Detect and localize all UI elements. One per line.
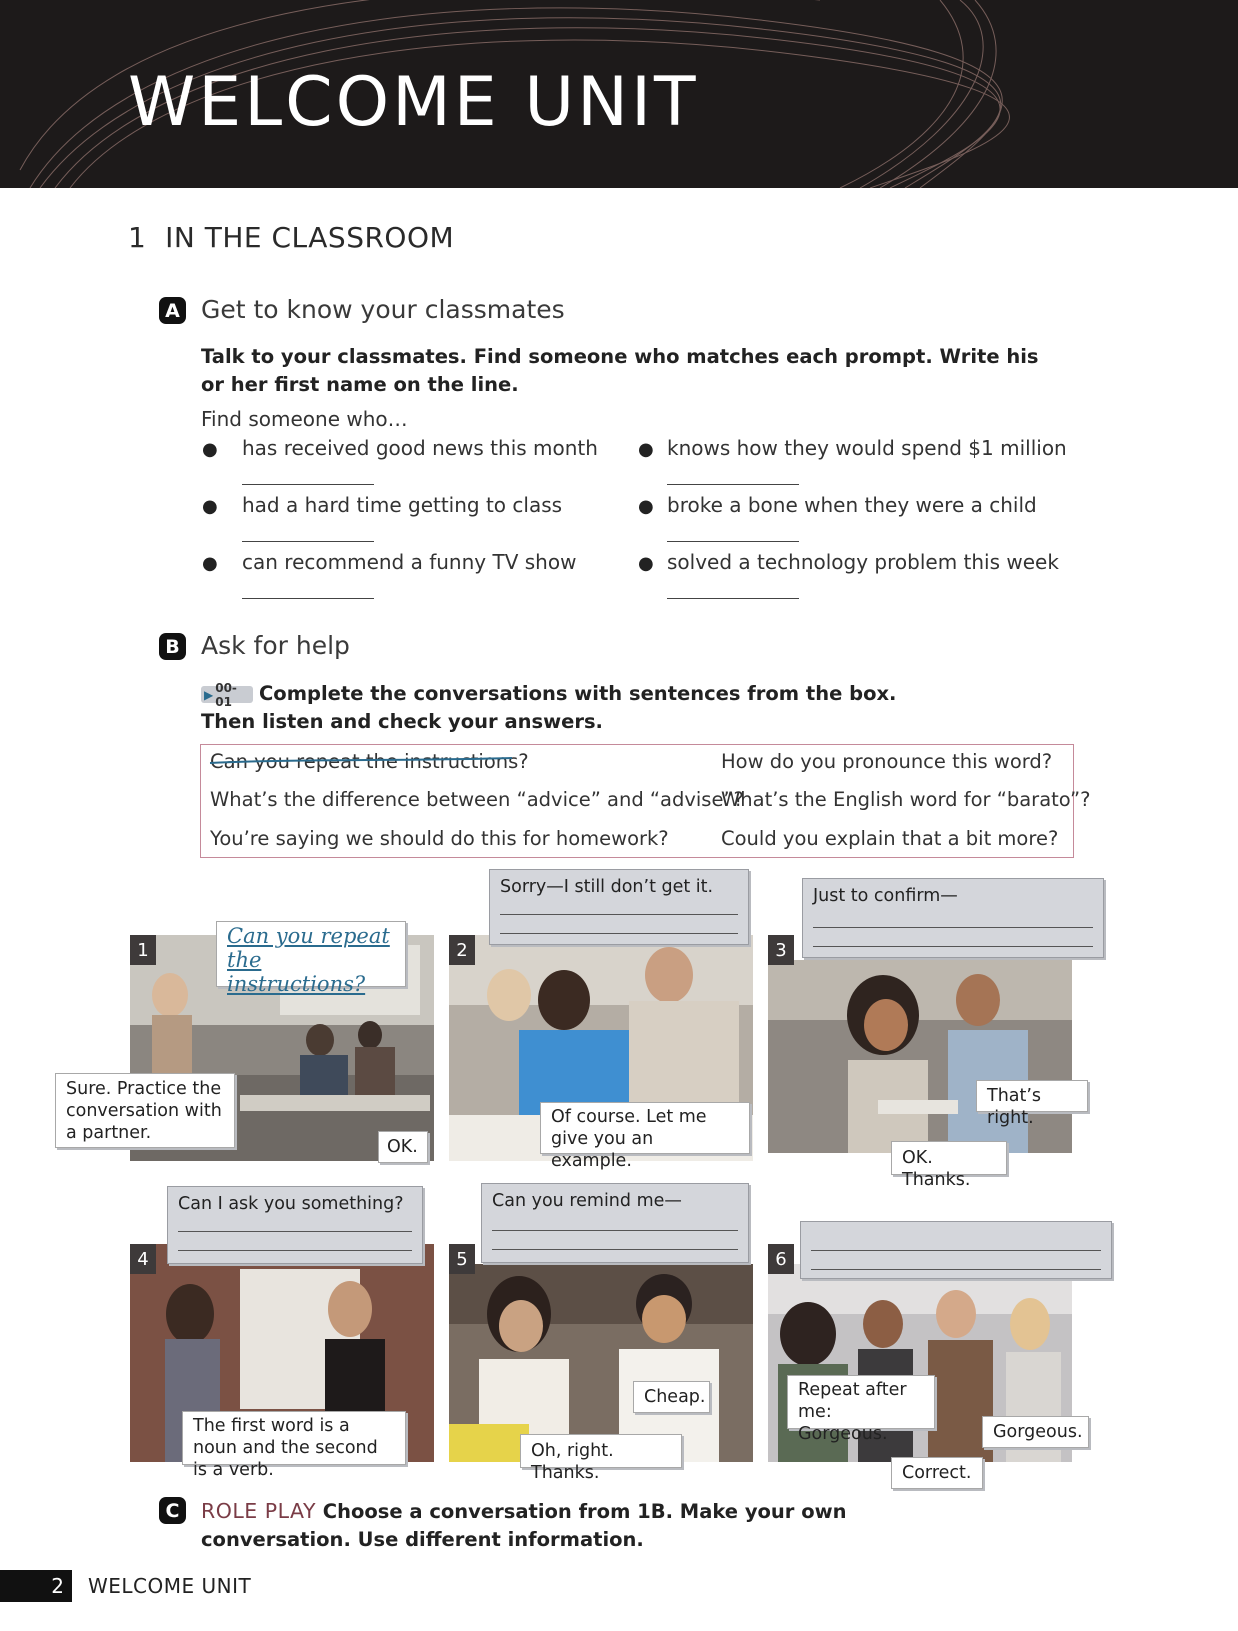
section-title: 1 IN THE CLASSROOM <box>128 221 455 254</box>
strikethrough-mark <box>208 757 514 765</box>
bullet: ● <box>638 553 654 574</box>
prompt-item: can recommend a funny TV show <box>242 550 577 574</box>
part-a-title: Get to know your classmates <box>201 295 565 324</box>
answer-line[interactable] <box>813 927 1093 928</box>
speech-bubble-handwritten <box>216 921 406 996</box>
answer-line[interactable] <box>811 1269 1101 1270</box>
scene-number: 4 <box>130 1244 156 1274</box>
speech-bubble: Repeat after me: Gorgeous. <box>787 1375 935 1429</box>
speech-bubble: Of course. Let me give you an example. <box>540 1102 750 1154</box>
scene-number: 5 <box>449 1244 475 1274</box>
handwritten-answer: Can you repeat the instructions? <box>227 924 390 996</box>
part-c-badge: C <box>159 1497 186 1524</box>
bubble-prompt: Just to confirm— <box>813 886 958 906</box>
page-number: 2 <box>0 1570 72 1602</box>
answer-line[interactable] <box>813 946 1093 947</box>
role-play-label: ROLE PLAY <box>201 1499 316 1523</box>
speech-bubble: OK. Thanks. <box>891 1141 1007 1175</box>
box-sentence: Can you repeat the instructions? <box>210 750 529 773</box>
answer-line[interactable] <box>667 484 799 485</box>
speech-bubble: Cheap. <box>633 1381 710 1413</box>
answer-line[interactable] <box>667 541 799 542</box>
answer-line[interactable] <box>500 914 738 915</box>
speech-bubble-with-blanks <box>481 1183 749 1263</box>
answer-line[interactable] <box>242 484 374 485</box>
footer-title: WELCOME UNIT <box>88 1574 252 1598</box>
speech-bubble: Gorgeous. <box>982 1416 1089 1448</box>
speech-bubble-with-blanks <box>802 878 1104 958</box>
box-sentence: How do you pronounce this word? <box>721 750 1053 773</box>
part-a-instruction: Talk to your classmates. Find someone who matches each prompt. Write his or her first name on the line. <box>201 345 1039 396</box>
prompt-item: solved a technology problem this week <box>667 550 1059 574</box>
speech-bubble-blank-lines <box>800 1221 1112 1279</box>
scene-number: 2 <box>449 935 475 965</box>
answer-line[interactable] <box>178 1250 412 1251</box>
speech-bubble-with-blanks <box>489 869 749 945</box>
answer-line[interactable] <box>492 1249 738 1250</box>
header-banner <box>0 0 1238 188</box>
unit-title: WELCOME UNIT <box>128 63 699 142</box>
audio-track-number: 00-01 <box>215 680 237 709</box>
answer-line[interactable] <box>242 541 374 542</box>
play-icon: ▶ <box>204 687 214 702</box>
bubble-prompt: Can I ask you something? <box>178 1194 404 1214</box>
part-b-title: Ask for help <box>201 631 350 660</box>
part-b-badge: B <box>159 633 186 660</box>
bullet: ● <box>202 439 218 460</box>
bullet: ● <box>202 496 218 517</box>
prompt-item: had a hard time getting to class <box>242 493 563 517</box>
prompt-item: broke a bone when they were a child <box>667 493 1037 517</box>
speech-bubble: Oh, right. Thanks. <box>520 1434 682 1468</box>
scene-number: 6 <box>768 1244 794 1274</box>
part-c-text: Choose a conversation from 1B. Make your own conversation. Use different information. <box>201 1500 847 1551</box>
speech-bubble: That’s right. <box>976 1080 1088 1112</box>
answer-line[interactable] <box>667 598 799 599</box>
speech-bubble-with-blanks <box>167 1186 423 1264</box>
answer-line[interactable] <box>178 1231 412 1232</box>
photo-study-partners <box>449 1264 753 1462</box>
part-b-instruction: Complete the conversations with sentences from the box. Then listen and check your answers. <box>201 682 897 733</box>
bubble-prompt: Can you remind me— <box>492 1191 682 1211</box>
answer-line[interactable] <box>242 598 374 599</box>
speech-bubble: Sure. Practice the conversation with a partner. <box>55 1073 235 1148</box>
bullet: ● <box>202 553 218 574</box>
bullet: ● <box>638 496 654 517</box>
answer-line[interactable] <box>500 933 738 934</box>
scene-number: 1 <box>130 935 156 965</box>
part-a-badge: A <box>159 297 186 324</box>
bullet: ● <box>638 439 654 460</box>
box-sentence: Could you explain that a bit more? <box>721 827 1059 850</box>
scene-number: 3 <box>768 935 794 965</box>
speech-bubble: Correct. <box>891 1457 983 1489</box>
answer-line[interactable] <box>492 1230 738 1231</box>
prompt-item: knows how they would spend $1 million <box>667 436 1067 460</box>
box-sentence: What’s the English word for “barato”? <box>721 788 1091 811</box>
answer-line[interactable] <box>811 1250 1101 1251</box>
prompt-item: has received good news this month <box>242 436 598 460</box>
bubble-prompt: Sorry—I still don’t get it. <box>500 877 714 897</box>
box-sentence: You’re saying we should do this for homework? <box>210 827 669 850</box>
speech-bubble: The first word is a noun and the second is a verb. <box>182 1411 406 1465</box>
speech-bubble: OK. <box>378 1131 428 1163</box>
part-c-instruction <box>201 1497 961 1554</box>
box-sentence: What’s the difference between “advice” and “advise”? <box>210 788 744 811</box>
part-a-lead: Find someone who… <box>201 407 408 431</box>
